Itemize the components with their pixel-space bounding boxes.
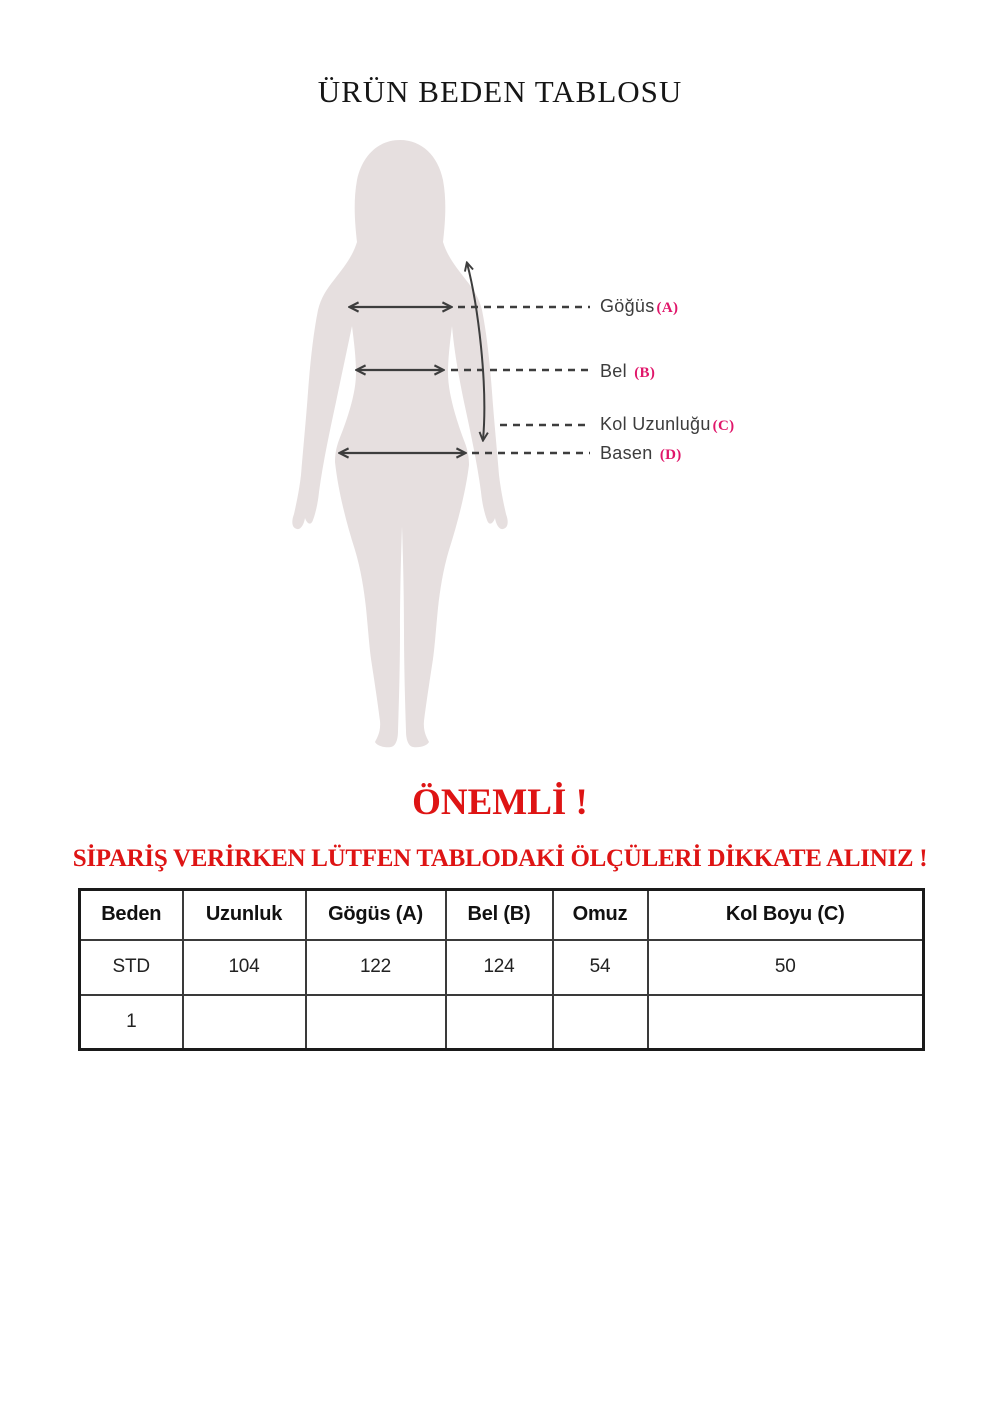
label-hip-text: Basen [600,443,653,463]
header-cell-bel: Bel (B) [446,890,553,940]
size-table-row-1 [80,995,924,1050]
cell-uzunluk: 104 [183,940,306,995]
important-heading: ÖNEMLİ ! [412,782,588,823]
cell-beden: 1 [80,995,183,1050]
cell-omuz: 54 [553,940,648,995]
label-arm-length-text: Kol Uzunluğu [600,414,711,434]
label-chest-letter: (A) [656,300,679,316]
cell-gogus [306,995,446,1050]
label-waist-letter: (B) [634,365,656,381]
label-hip-letter: (D) [659,447,682,463]
cell-kol-boyu: 50 [648,940,924,995]
cell-gogus: 122 [306,940,446,995]
cell-beden: STD [80,940,183,995]
cell-uzunluk [183,995,306,1050]
header-cell-uzunluk: Uzunluk [183,890,306,940]
cell-kol-boyu [648,995,924,1050]
label-chest [600,296,678,318]
label-arm-length-letter: (C) [712,418,735,434]
label-hip [600,443,682,465]
label-waist-text: Bel [600,361,627,381]
cell-bel: 124 [446,940,553,995]
header-cell-gogus: Gögüs (A) [306,890,446,940]
cell-omuz [553,995,648,1050]
page-title: ÜRÜN BEDEN TABLOSU [317,74,683,109]
label-arm-length [600,414,734,436]
body-measurement-diagram [200,130,600,770]
size-table-row-std [80,940,924,995]
warning-text: SİPARİŞ VERİRKEN LÜTFEN TABLODAKİ ÖLÇÜLERİ DİKKATE ALINIZ ! [72,845,928,872]
female-silhouette [292,140,507,747]
label-chest-text: Göğüs [600,296,655,316]
size-table [78,888,925,1051]
header-cell-omuz: Omuz [553,890,648,940]
label-waist [600,361,655,383]
cell-bel [446,995,553,1050]
header-cell-beden: Beden [80,890,183,940]
header-cell-kol-boyu: Kol Boyu (C) [648,890,924,940]
size-table-header-row [80,890,924,940]
